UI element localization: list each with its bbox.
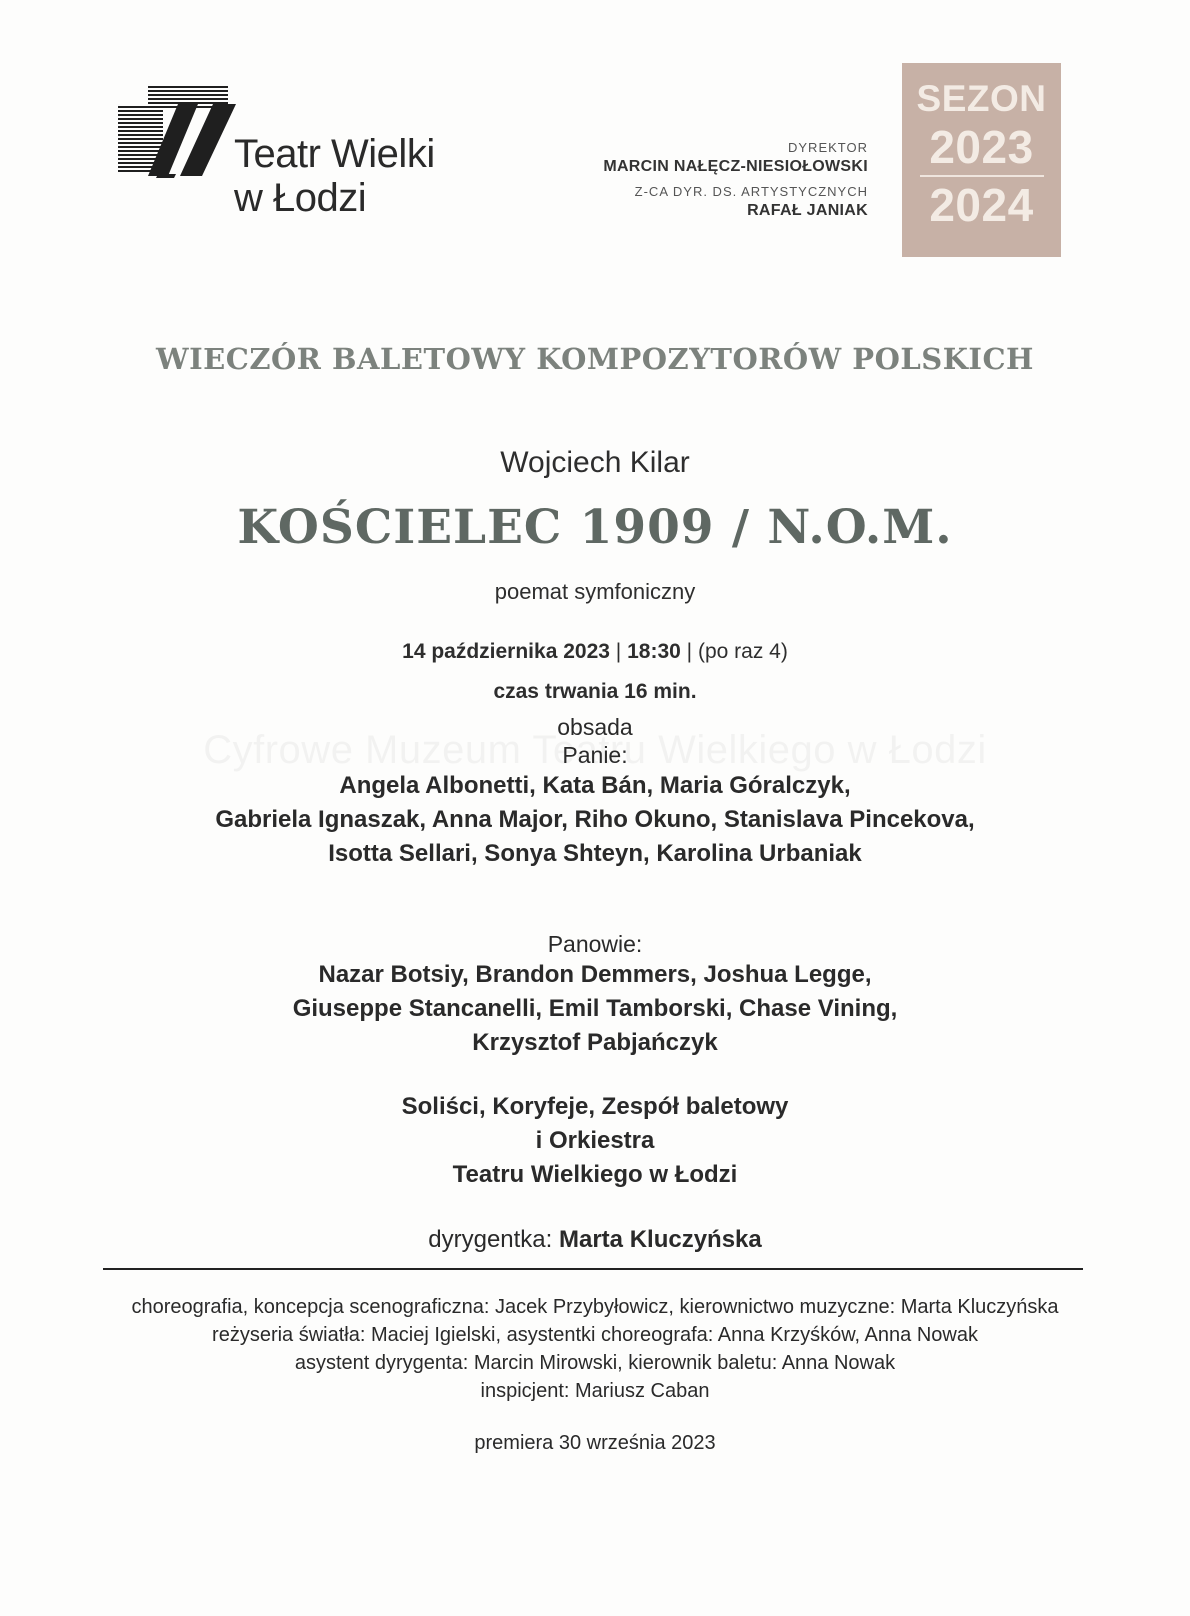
season-year-end: 2024: [929, 179, 1034, 231]
separator-1: |: [615, 640, 622, 663]
logo-line-2: w Łodzi: [234, 176, 367, 220]
women-line: Isotta Sellari, Sonya Shteyn, Karolina Urbaniak: [328, 840, 862, 867]
ensemble: [0, 1090, 1190, 1192]
genre: poemat symfoniczny: [494, 579, 696, 604]
divider-line: [103, 1268, 1083, 1270]
cast-men: [0, 930, 1190, 1060]
director-role: DYREKTOR: [788, 140, 868, 155]
performance-date: 14 października 2023: [402, 640, 610, 663]
cast-women: [0, 713, 1190, 871]
deputy-role: Z-CA DYR. DS. ARTYSTYCZNYCH: [634, 184, 868, 199]
duration: czas trwania 16 min.: [493, 680, 697, 703]
theatre-logo: [118, 86, 478, 226]
credits-line: reżyseria światła: Maciej Igielski, asystentki choreografa: Anna Krzyśków, Anna Nowak: [212, 1324, 978, 1346]
ensemble-line: Soliści, Koryfeje, Zespół baletowy: [401, 1093, 789, 1120]
work-title: KOŚCIELEC 1909 / N.O.M.: [237, 500, 953, 555]
credits-line: inspicjent: Mariusz Caban: [480, 1380, 710, 1402]
performance-info: [0, 640, 1190, 664]
director-name: MARCIN NAŁĘCZ-NIESIOŁOWSKI: [603, 158, 868, 175]
women-label: Panie:: [562, 742, 628, 768]
cast-label: obsada: [557, 714, 633, 740]
season-badge: [902, 63, 1061, 257]
men-line: Krzysztof Pabjańczyk: [472, 1029, 718, 1056]
season-label: SEZON: [916, 78, 1047, 119]
credits: [0, 1293, 1190, 1405]
season-divider: [920, 175, 1044, 177]
separator-2: |: [686, 640, 693, 663]
women-line: Gabriela Ignaszak, Anna Major, Riho Okuno, Stanislava Pincekova,: [215, 806, 975, 833]
season-year-start: 2023: [929, 121, 1034, 173]
deputy-name: RAFAŁ JANIAK: [747, 202, 868, 219]
men-label: Panowie:: [547, 931, 643, 957]
premiere-date: premiera 30 września 2023: [474, 1432, 716, 1454]
conductor-label: dyrygentka:: [428, 1226, 553, 1253]
credits-line: asystent dyrygenta: Marcin Mirowski, kierownik baletu: Anna Nowak: [294, 1352, 896, 1374]
performance-time: 18:30: [627, 640, 681, 663]
conductor-name: Marta Kluczyńska: [559, 1226, 762, 1253]
women-line: Angela Albonetti, Kata Bán, Maria Góralczyk,: [339, 772, 851, 799]
ensemble-line: Teatru Wielkiego w Łodzi: [452, 1161, 738, 1188]
performance-note: (po raz 4): [697, 640, 788, 663]
conductor: [0, 1226, 1190, 1254]
ensemble-line: i Orkiestra: [535, 1127, 655, 1154]
men-line: Nazar Botsiy, Brandon Demmers, Joshua Legge,: [318, 961, 872, 988]
logo-line-1: Teatr Wielki: [234, 132, 435, 176]
logo-mark-icon: [118, 86, 248, 186]
event-title: WIECZÓR BALETOWY KOMPOZYTORÓW POLSKICH: [156, 342, 1034, 376]
composer: Wojciech Kilar: [500, 446, 690, 479]
men-line: Giuseppe Stancanelli, Emil Tamborski, Chase Vining,: [292, 995, 898, 1022]
credits-line: choreografia, koncepcja scenograficzna: Jacek Przybyłowicz, kierownictwo muzyczne: Marta Kluczyńska: [131, 1296, 1059, 1318]
directors-block: [603, 140, 868, 228]
